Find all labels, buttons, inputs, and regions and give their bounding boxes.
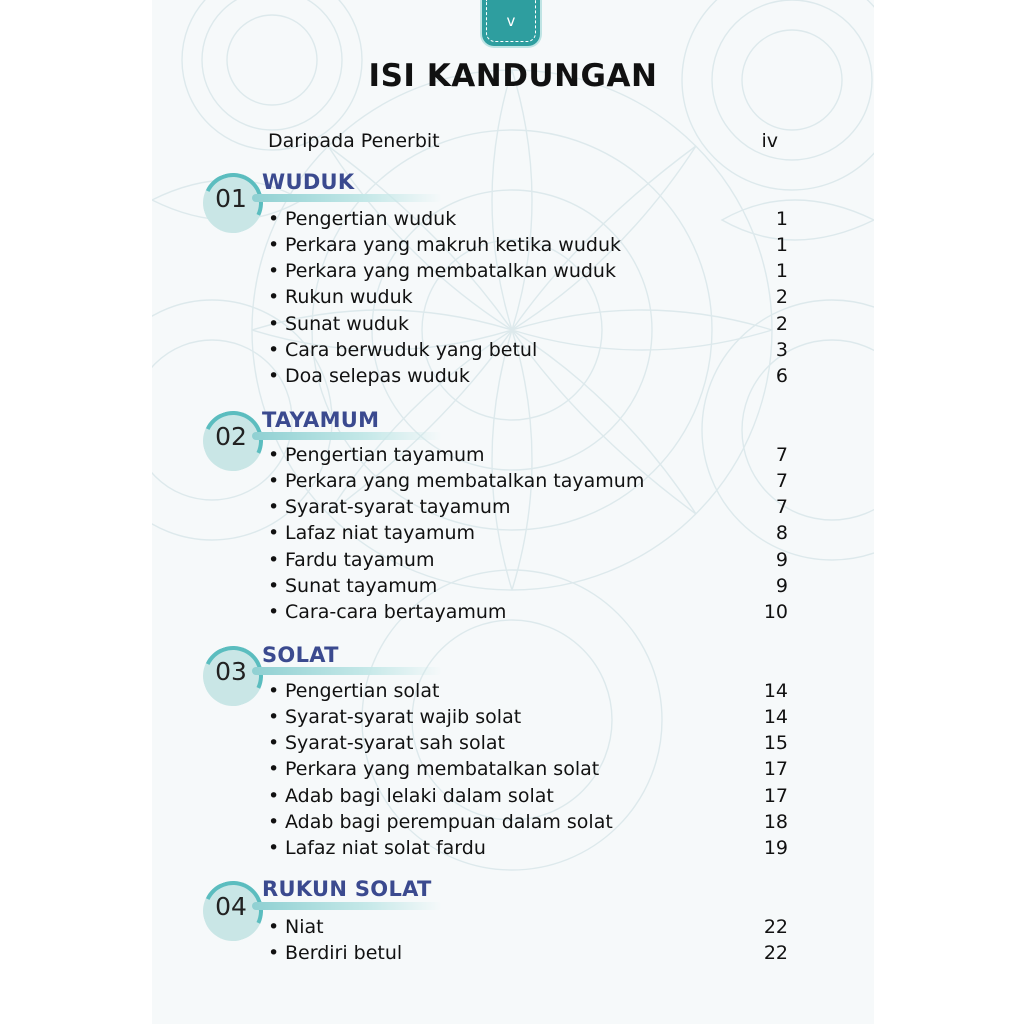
toc-entry-page: 18 (763, 811, 788, 833)
toc-entry-page: 14 (763, 706, 788, 728)
toc-entry-page: 1 (775, 234, 788, 256)
toc-entry[interactable] (268, 940, 788, 966)
section-title-underline (252, 432, 442, 440)
toc-entry-label: Perkara yang membatalkan solat (285, 758, 600, 780)
toc-entry[interactable] (268, 494, 788, 520)
bullet-icon: • (268, 785, 280, 807)
toc-entry-label: Lafaz niat tayamum (285, 522, 476, 544)
toc-entry[interactable] (268, 311, 788, 337)
toc-entry[interactable] (268, 337, 788, 363)
toc-entry[interactable] (268, 520, 788, 546)
bullet-icon: • (268, 575, 280, 597)
bullet-icon: • (268, 706, 280, 728)
toc-entry-page: 1 (775, 208, 788, 230)
toc-entry-page: 22 (763, 942, 788, 964)
toc-entry-label: Perkara yang membatalkan wuduk (285, 260, 616, 282)
toc-entry[interactable] (268, 206, 788, 232)
section-title[interactable]: TAYAMUM (262, 408, 380, 432)
page-number: v (506, 12, 516, 30)
bullet-icon: • (268, 549, 280, 571)
toc-entry[interactable] (268, 756, 788, 782)
toc-entry-label: Pengertian solat (285, 680, 440, 702)
toc-entry-label: Fardu tayamum (285, 549, 435, 571)
toc-entry-page: 2 (775, 313, 788, 335)
bullet-icon: • (268, 916, 280, 938)
toc-entry[interactable] (268, 730, 788, 756)
toc-entry-page: 22 (763, 916, 788, 938)
toc-entry-page: 7 (775, 496, 788, 518)
toc-entry-label: Cara berwuduk yang betul (285, 339, 538, 361)
bullet-icon: • (268, 942, 280, 964)
toc-entry[interactable] (268, 914, 788, 940)
toc-entry-page: iv (761, 130, 778, 152)
toc-entry[interactable] (268, 468, 788, 494)
section-title[interactable]: SOLAT (262, 643, 339, 667)
bullet-icon: • (268, 758, 280, 780)
bullet-icon: • (268, 208, 280, 230)
bullet-icon: • (268, 680, 280, 702)
section-number: 01 (215, 184, 247, 213)
bullet-icon: • (268, 234, 280, 256)
toc-entry[interactable] (268, 232, 788, 258)
bullet-icon: • (268, 313, 280, 335)
bullet-icon: • (268, 496, 280, 518)
bullet-icon: • (268, 732, 280, 754)
toc-entry-page: 14 (763, 680, 788, 702)
toc-entry-label: Cara-cara bertayamum (285, 601, 507, 623)
toc-entry-label: Doa selepas wuduk (285, 365, 470, 387)
bullet-icon: • (268, 601, 280, 623)
section-title[interactable]: RUKUN SOLAT (262, 877, 432, 901)
section-number: 04 (215, 892, 247, 921)
toc-entry-page: 2 (775, 286, 788, 308)
toc-entry-label: Lafaz niat solat fardu (285, 837, 486, 859)
bullet-icon: • (268, 811, 280, 833)
toc-entry-label: Pengertian tayamum (285, 444, 485, 466)
toc-entry[interactable] (268, 547, 788, 573)
toc-entry-label: Niat (285, 916, 324, 938)
toc-entry-intro[interactable] (268, 128, 788, 154)
toc-entry-page: 3 (775, 339, 788, 361)
toc-entry-label: Daripada Penerbit (268, 130, 440, 152)
section-number: 03 (215, 657, 247, 686)
toc-entry-page: 9 (775, 549, 788, 571)
toc-entry[interactable] (268, 704, 788, 730)
toc-entry-page: 17 (763, 785, 788, 807)
toc-entry-page: 10 (763, 601, 788, 623)
toc-entry[interactable] (268, 809, 788, 835)
toc-entry-label: Syarat-syarat sah solat (285, 732, 505, 754)
toc-entry[interactable] (268, 678, 788, 704)
toc-entry-page: 17 (763, 758, 788, 780)
toc-entry[interactable] (268, 835, 788, 861)
bullet-icon: • (268, 470, 280, 492)
section-title-underline (252, 667, 442, 675)
toc-entry-page: 9 (775, 575, 788, 597)
toc-entry-label: Sunat tayamum (285, 575, 438, 597)
toc-entry[interactable] (268, 442, 788, 468)
toc-entry[interactable] (268, 599, 788, 625)
toc-entry-label: Perkara yang membatalkan tayamum (285, 470, 645, 492)
toc-entry-label: Syarat-syarat tayamum (285, 496, 511, 518)
bullet-icon: • (268, 444, 280, 466)
toc-entry-label: Syarat-syarat wajib solat (285, 706, 522, 728)
bullet-icon: • (268, 522, 280, 544)
toc-entry[interactable] (268, 573, 788, 599)
toc-entry-label: Berdiri betul (285, 942, 403, 964)
section-title-underline (252, 902, 442, 910)
section-number: 02 (215, 422, 247, 451)
section-title-underline (252, 194, 442, 202)
section-title[interactable]: WUDUK (262, 170, 355, 194)
toc-entry-page: 7 (775, 444, 788, 466)
toc-entry-page: 7 (775, 470, 788, 492)
toc-entry[interactable] (268, 258, 788, 284)
bullet-icon: • (268, 286, 280, 308)
toc-entry-label: Adab bagi perempuan dalam solat (285, 811, 613, 833)
toc-entry-page: 8 (775, 522, 788, 544)
bullet-icon: • (268, 339, 280, 361)
toc-entry-page: 19 (763, 837, 788, 859)
toc-entry-label: Rukun wuduk (285, 286, 413, 308)
toc-entry[interactable] (268, 363, 788, 389)
page-title: ISI KANDUNGAN (368, 58, 658, 94)
toc-entry-label: Adab bagi lelaki dalam solat (285, 785, 554, 807)
toc-entry-page: 15 (763, 732, 788, 754)
toc-entry-page: 6 (775, 365, 788, 387)
bullet-icon: • (268, 260, 280, 282)
bullet-icon: • (268, 365, 280, 387)
toc-entry[interactable] (268, 284, 788, 310)
toc-entry-page: 1 (775, 260, 788, 282)
toc-entry-label: Perkara yang makruh ketika wuduk (285, 234, 621, 256)
toc-entry-label: Pengertian wuduk (285, 208, 457, 230)
toc-entry[interactable] (268, 783, 788, 809)
bullet-icon: • (268, 837, 280, 859)
toc-entry-label: Sunat wuduk (285, 313, 409, 335)
